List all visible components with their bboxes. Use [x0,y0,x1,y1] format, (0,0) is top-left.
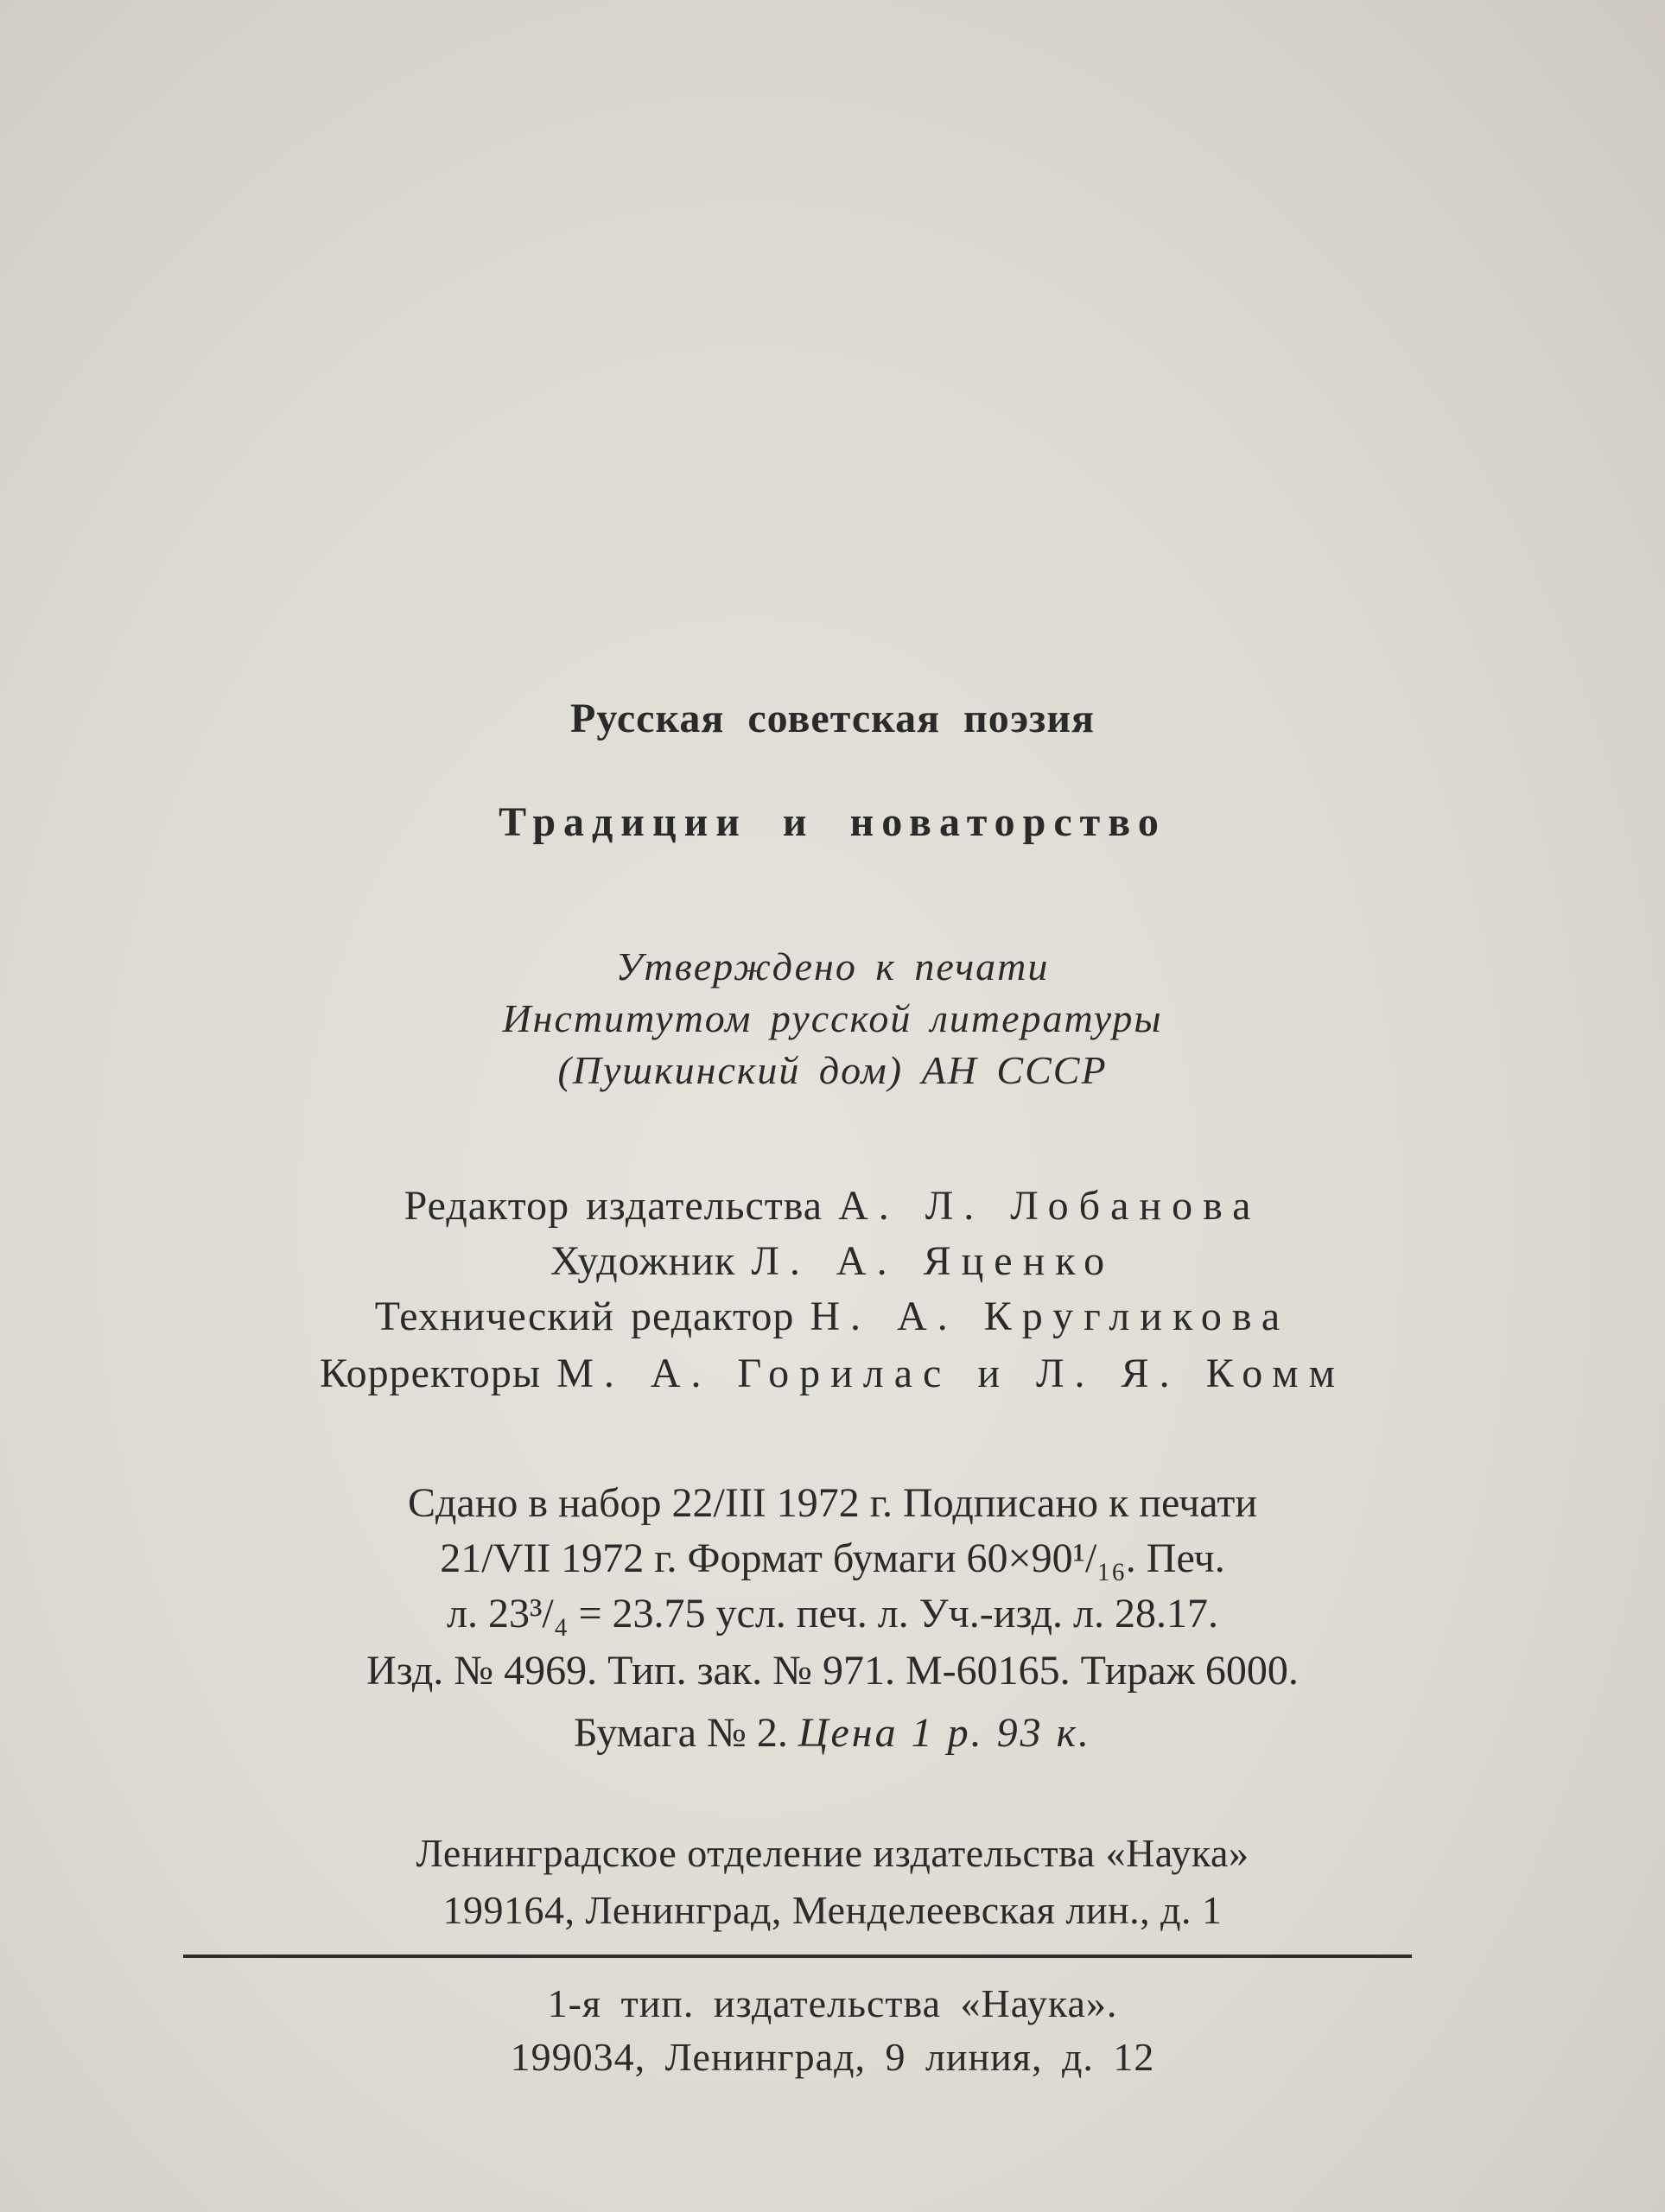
imprint-line-1: Сдано в набор 22/III 1972 г. Подписано к печати [407,1480,1257,1526]
imprint-line-4: Изд. № 4969. Тип. зак. № 971. М-60165. Тираж 6000. [366,1648,1299,1694]
credit-artist [0,1238,1665,1284]
printer-address: 199034, Ленинград, 9 линия, д. 12 [510,2035,1155,2079]
credit-technical-editor [0,1296,1665,1338]
credit-name: Н. А. Кругликова [810,1294,1291,1339]
book-subtitle: Традиции и новаторство [499,799,1166,845]
imprint-line-2: 21/VII 1972 г. Формат бумаги 60×90¹/₁₆. Печ. [440,1535,1225,1581]
price: Цена 1 р. 93 к. [798,1710,1092,1756]
printer-name: 1-я тип. издательства «Наука». [547,1981,1118,2025]
credit-editor [0,1185,1665,1227]
credit-name: Л. А. Яценко [751,1238,1115,1284]
credit-role: Корректоры [319,1351,542,1396]
credit-role: Художник [550,1238,736,1284]
approval-line-2: Институтом русской литературы [502,996,1163,1040]
imprint-line-3: л. 23³/₄ = 23.75 усл. печ. л. Уч.-изд. л. 28.17. [447,1591,1218,1637]
publisher-name: Ленинградское отделение издательства «Наука» [416,1831,1249,1875]
credit-name: М. А. Горилас и Л. Я. Комм [556,1351,1346,1396]
approval-line-1: Утверждено к печати [615,944,1050,988]
credit-role: Редактор издательства [404,1183,823,1229]
approval-line-3: (Пушкинский дом) АН СССР [557,1048,1108,1092]
credit-name: А. Л. Лобанова [838,1183,1261,1229]
credit-role: Технический редактор [374,1294,795,1339]
divider-rule [183,1955,1412,1958]
credit-proofreaders [0,1353,1665,1395]
paper-price-line [0,1710,1665,1756]
paper-number: Бумага № 2. [573,1710,788,1756]
book-title: Русская советская поэзия [570,696,1095,741]
publisher-address: 199164, Ленинград, Менделеевская лин., д. 1 [442,1888,1223,1932]
